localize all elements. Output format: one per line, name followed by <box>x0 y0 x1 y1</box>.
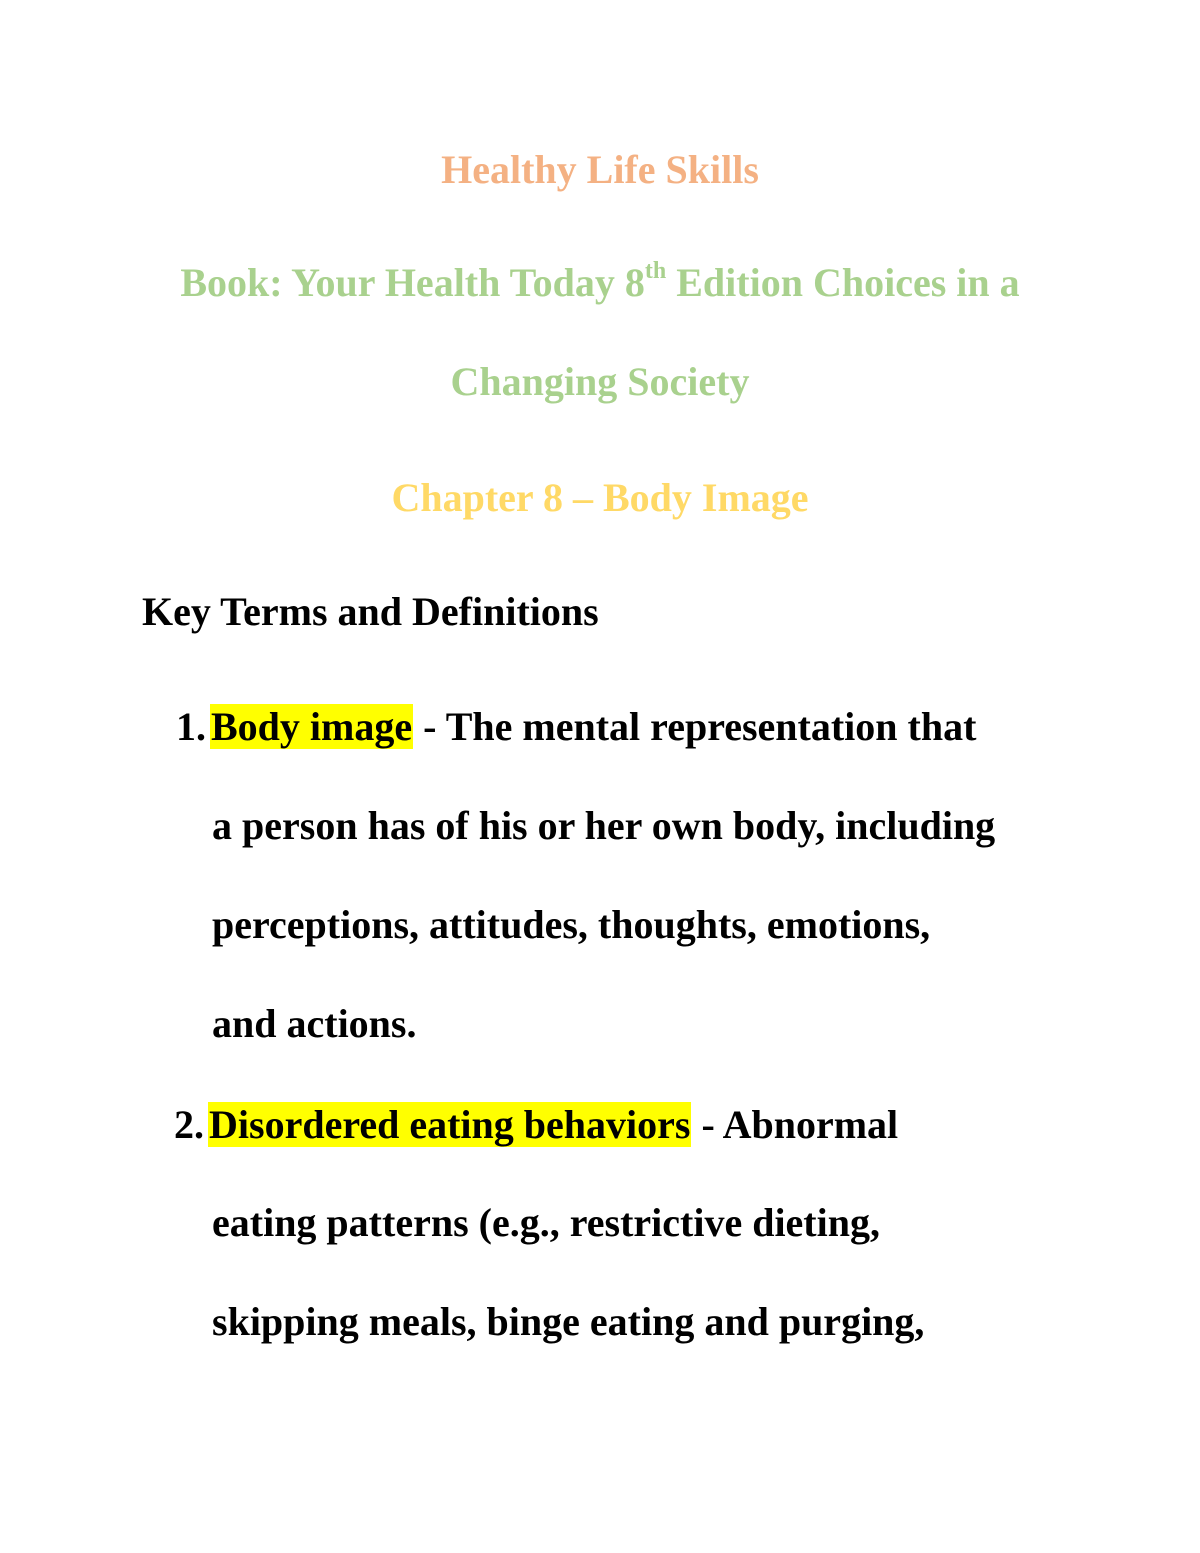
book-title-line-1 <box>0 259 1200 307</box>
book-title-line-2: Changing Society <box>450 359 750 404</box>
book-title-edition: Edition Choices in a <box>666 260 1020 305</box>
term-definition-line: eating patterns (e.g., restrictive dieting, <box>212 1200 880 1245</box>
edition-ordinal-suffix: th <box>644 257 667 284</box>
term-first-line <box>208 1101 898 1149</box>
highlighted-term: Body image <box>211 704 413 749</box>
term-definition-line: a person has of his or her own body, including <box>212 803 996 848</box>
term-number: 1. <box>176 704 206 749</box>
term-definition-line: and actions. <box>212 1001 417 1046</box>
highlighted-term: Disordered eating behaviors <box>209 1102 691 1147</box>
term-number: 2. <box>174 1102 204 1147</box>
term-first-line <box>210 703 976 751</box>
term-definition-start: - Abnormal <box>691 1102 899 1147</box>
term-definition-line: perceptions, attitudes, thoughts, emotions, <box>212 902 931 947</box>
term-definition-start: - The mental representation that <box>413 704 977 749</box>
section-heading: Key Terms and Definitions <box>142 589 599 634</box>
book-title-main: Book: Your Health Today 8 <box>180 260 645 305</box>
chapter-heading: Chapter 8 – Body Image <box>391 475 809 520</box>
term-definition-line: skipping meals, binge eating and purging, <box>212 1299 925 1344</box>
document-title: Healthy Life Skills <box>441 147 759 192</box>
